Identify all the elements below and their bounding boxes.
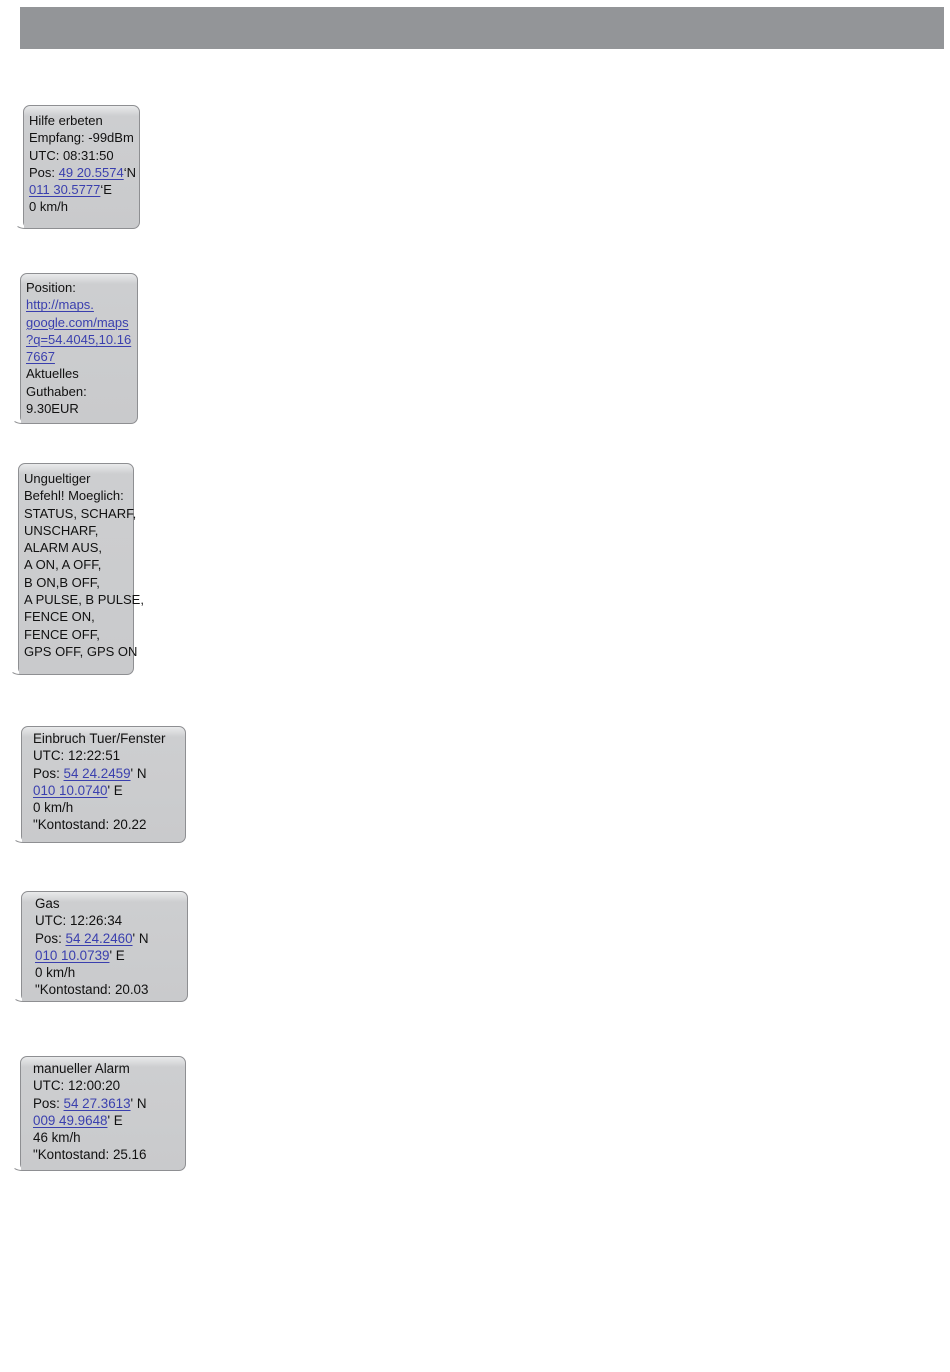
longitude-hemisphere: ‘E — [100, 182, 112, 198]
bubble-tail — [13, 836, 28, 843]
latitude-link[interactable]: 49 20.5574 — [58, 164, 124, 180]
message-title: Gas — [35, 896, 60, 911]
bubble-tail — [13, 995, 28, 1002]
position-longitude-line — [33, 782, 185, 799]
latitude-hemisphere: ‘N — [123, 164, 136, 180]
pos-label: Pos: — [29, 164, 59, 180]
utc-time: UTC: 08:31:50 — [29, 147, 114, 163]
maps-link-part-2[interactable]: google.com/maps — [26, 314, 129, 330]
longitude-hemisphere: ' E — [109, 947, 125, 963]
message-line: STATUS, SCHARF, — [24, 505, 137, 521]
sms-bubble-manual-alarm — [20, 1056, 186, 1171]
maps-link-part-1[interactable]: http://maps. — [26, 297, 94, 313]
message-title: Hilfe erbeten — [29, 113, 103, 128]
message-line: A ON, A OFF, — [24, 557, 102, 573]
longitude-link[interactable]: 010 10.0739 — [35, 947, 110, 963]
bubble-tail — [12, 417, 27, 424]
position-longitude-line — [35, 947, 187, 964]
longitude-hemisphere: ' E — [107, 1112, 123, 1128]
position-latitude-line — [35, 930, 187, 947]
position-latitude-line — [33, 1095, 185, 1112]
position-latitude-line — [33, 765, 185, 782]
sms-bubble-help-request — [23, 105, 140, 229]
account-balance: "Kontostand: 20.03 — [35, 982, 149, 998]
sms-bubble-invalid-command — [18, 463, 144, 675]
message-line: FENCE OFF, — [24, 626, 100, 642]
pos-label: Pos: — [33, 765, 64, 781]
longitude-hemisphere: ' E — [107, 782, 123, 798]
message-title: manueller Alarm — [33, 1061, 130, 1076]
sms-bubble-position-link — [20, 273, 138, 424]
message-title: Position: — [26, 280, 76, 295]
longitude-link[interactable]: 009 49.9648 — [33, 1112, 108, 1128]
header-bar — [20, 7, 944, 49]
account-balance: "Kontostand: 25.16 — [33, 1147, 147, 1163]
bubble-tail — [12, 1164, 27, 1171]
message-line: A PULSE, B PULSE, — [24, 592, 144, 608]
speed: 0 km/h — [29, 199, 69, 215]
pos-label: Pos: — [33, 1095, 64, 1111]
position-latitude-line — [29, 164, 139, 181]
balance-label-2: Guthaben: — [26, 383, 87, 399]
message-line: ALARM AUS, — [24, 540, 103, 556]
utc-time: UTC: 12:00:20 — [33, 1078, 121, 1094]
pos-label: Pos: — [35, 930, 66, 946]
utc-time: UTC: 12:22:51 — [33, 748, 121, 764]
sms-bubble-break-in — [21, 726, 186, 843]
position-longitude-line — [33, 1112, 185, 1129]
position-longitude-line — [29, 181, 139, 198]
message-line: B ON,B OFF, — [24, 574, 100, 590]
latitude-link[interactable]: 54 24.2459 — [63, 765, 131, 781]
message-line: UNSCHARF, — [24, 522, 99, 538]
sms-bubble-gas — [21, 891, 188, 1002]
signal-strength: Empfang: -99dBm — [29, 130, 134, 146]
longitude-link[interactable]: 011 30.5777 — [29, 182, 101, 198]
speed: 46 km/h — [33, 1130, 81, 1146]
speed: 0 km/h — [35, 965, 76, 981]
longitude-link[interactable]: 010 10.0740 — [33, 782, 108, 798]
utc-time: UTC: 12:26:34 — [35, 913, 123, 929]
bubble-tail — [10, 668, 25, 675]
latitude-link[interactable]: 54 27.3613 — [63, 1095, 131, 1111]
speed: 0 km/h — [33, 800, 74, 816]
message-line: Befehl! Moeglich: — [24, 488, 124, 504]
latitude-hemisphere: ' N — [130, 765, 147, 781]
message-line: FENCE ON, — [24, 609, 95, 625]
latitude-hemisphere: ' N — [130, 1095, 147, 1111]
bubble-tail — [15, 222, 30, 229]
latitude-link[interactable]: 54 24.2460 — [65, 930, 133, 946]
balance-label-1: Aktuelles — [26, 366, 79, 382]
latitude-hemisphere: ' N — [132, 930, 149, 946]
maps-link-part-4[interactable]: 7667 — [26, 349, 55, 365]
account-balance: "Kontostand: 20.22 — [33, 817, 147, 833]
balance-value: 9.30EUR — [26, 401, 79, 417]
message-line: Ungueltiger — [24, 471, 91, 486]
message-line: GPS OFF, GPS ON — [24, 643, 138, 659]
maps-link-part-3[interactable]: ?q=54.4045,10.16 — [26, 331, 132, 347]
message-title: Einbruch Tuer/Fenster — [33, 731, 166, 746]
